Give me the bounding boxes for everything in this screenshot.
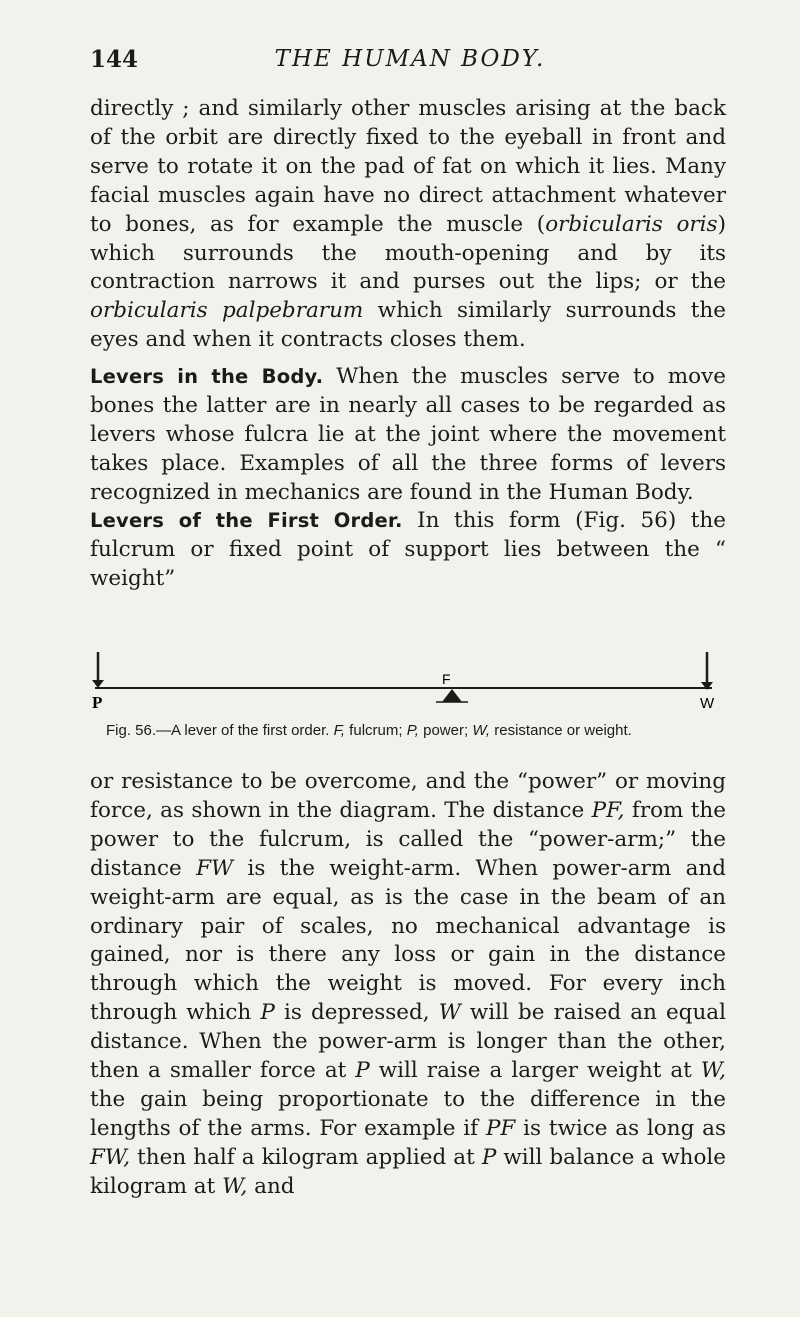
text-span: will balance a whole kilogram at [90,1144,726,1199]
text-span: will raise a larger weight at [369,1058,701,1084]
text-span: ) which surrounds the mouth-opening and by its contraction narrows it and purses out the lips; or the [90,211,726,295]
text-span: power; [418,722,473,739]
label-f: F [442,671,451,687]
text-span: fulcrum; [345,722,407,739]
text-span: FW, [90,1144,131,1170]
section-heading-first-order: Levers of the First Order. [90,509,403,532]
section-heading-levers: Levers in the Body. [90,365,324,388]
text-span: P [355,1058,370,1084]
text-span: F, [333,722,346,739]
lever-diagram [90,650,730,720]
text-span: which similarly surrounds the eyes and when it contracts closes them. [90,298,726,353]
text-span: is depressed, [274,1000,439,1026]
text-span: Fig. 56.—A lever of the first order. [106,722,334,739]
text-span: W [438,1000,461,1026]
running-title: THE HUMAN BODY. [274,46,546,72]
power-arrow-icon [92,680,104,688]
text-span: W, [222,1173,248,1199]
paragraph-first-order [90,507,726,594]
text-span: When the muscles serve to move bones the latter are in nearly all cases to be regarded as levers whose fulcra lie at the joint where the movement takes place. Examples of all the three forms of levers recognized in mechanics are found in the Human Body. [90,364,726,505]
text-span: P [260,1000,275,1026]
text-span: or resistance to be overcome, and the “power” or moving force, as shown in the diagram. The distance [90,769,726,823]
term-orbicularis-palpebrarum: orbicularis palpebrarum [90,298,364,324]
text-span: from the power to the fulcrum, is called the “power-arm;” the distance [90,797,726,881]
text-span: will be raised an equal distance. When the power-arm is longer than the other, then a smaller force at [90,1000,726,1084]
label-p: P [92,693,103,712]
page-number: 144 [90,46,139,73]
text-span: directly ; and similarly other muscles arising at the back of the orbit are directly fixed to the eyeball in front and serve to rotate it on the pad of fat on which it lies. Many facial muscles again have no direct attachment whatever to bones, as for example the muscle ( [90,96,726,237]
text-span: W, [700,1058,726,1084]
text-span: P, [406,722,419,739]
lever-diagram-svg [90,650,730,720]
text-span: is twice as long as [515,1115,726,1141]
text-span: is the weight-arm. When power-arm and weight-arm are equal, as is the case in the beam of an ordinary pair of scales, no mechanical advantage is gained, nor is there any loss or gain in the distance through which the weight is moved. For every inch through which [90,855,727,1026]
text-span: the gain being proportionate to the difference in the lengths of the arms. For example if [90,1086,726,1141]
text-span: PF, [591,797,625,823]
text-span: In this form (Fig. 56) the fulcrum or fixed point of support lies between the “ weight” [90,508,726,591]
page-header [90,46,730,86]
text-span: P [481,1144,497,1170]
paragraph-levers [90,363,726,508]
fulcrum-triangle-icon [442,689,462,702]
paragraph-power-weight [90,768,726,1202]
text-span: FW [196,855,234,881]
text-span: and [247,1173,295,1199]
text-span: PF [485,1115,516,1141]
label-w: W [700,695,715,712]
paragraph-muscles [90,95,726,355]
figure-caption [90,721,726,741]
text-span: W, [472,722,491,739]
term-orbicularis-oris: orbicularis oris [545,211,718,237]
text-span: resistance or weight. [490,722,632,739]
text-span: then half a kilogram applied at [130,1144,482,1170]
